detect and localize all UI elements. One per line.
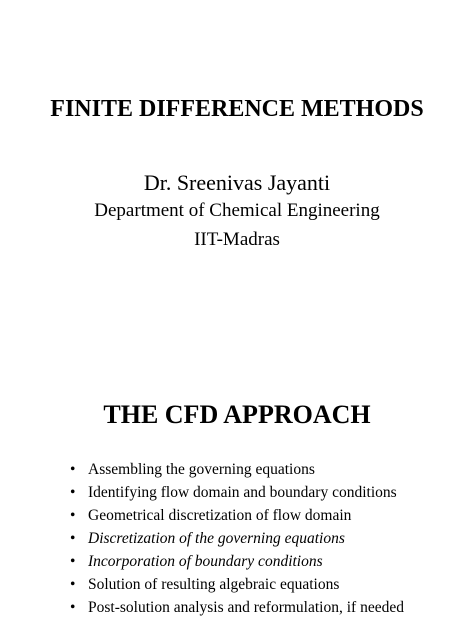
bullet-icon: •	[70, 507, 76, 524]
institution-name: IIT-Madras	[194, 229, 280, 250]
bullet-text: Post-solution analysis and reformulation, if needed	[88, 599, 404, 616]
bullet-icon: •	[70, 484, 76, 501]
bullet-item	[70, 596, 404, 619]
bullet-item	[70, 573, 404, 596]
bullet-text: Discretization of the governing equations	[88, 530, 345, 547]
bullet-text: Incorporation of boundary conditions	[88, 553, 323, 570]
bullet-icon: •	[70, 530, 76, 547]
department-name: Department of Chemical Engineering	[94, 200, 380, 221]
bullet-item	[70, 504, 404, 527]
bullet-item	[70, 550, 404, 573]
author-name: Dr. Sreenivas Jayanti	[143, 170, 331, 195]
bullet-icon: •	[70, 461, 76, 478]
slide-title: FINITE DIFFERENCE METHODS	[50, 96, 424, 122]
bullet-icon: •	[70, 599, 76, 616]
bullet-text: Solution of resulting algebraic equations	[88, 576, 340, 593]
bullet-text: Geometrical discretization of flow domain	[88, 507, 352, 524]
bullet-item	[70, 527, 404, 550]
bullet-item	[70, 458, 404, 481]
bullet-icon: •	[70, 553, 76, 570]
bullet-icon: •	[70, 576, 76, 593]
bullet-text: Identifying flow domain and boundary conditions	[88, 484, 397, 501]
bullet-item	[70, 481, 404, 504]
slide-title: THE CFD APPROACH	[103, 400, 371, 429]
bullet-text: Assembling the governing equations	[88, 461, 315, 478]
cfd-approach-slide	[0, 316, 474, 632]
bullet-list	[70, 458, 404, 619]
